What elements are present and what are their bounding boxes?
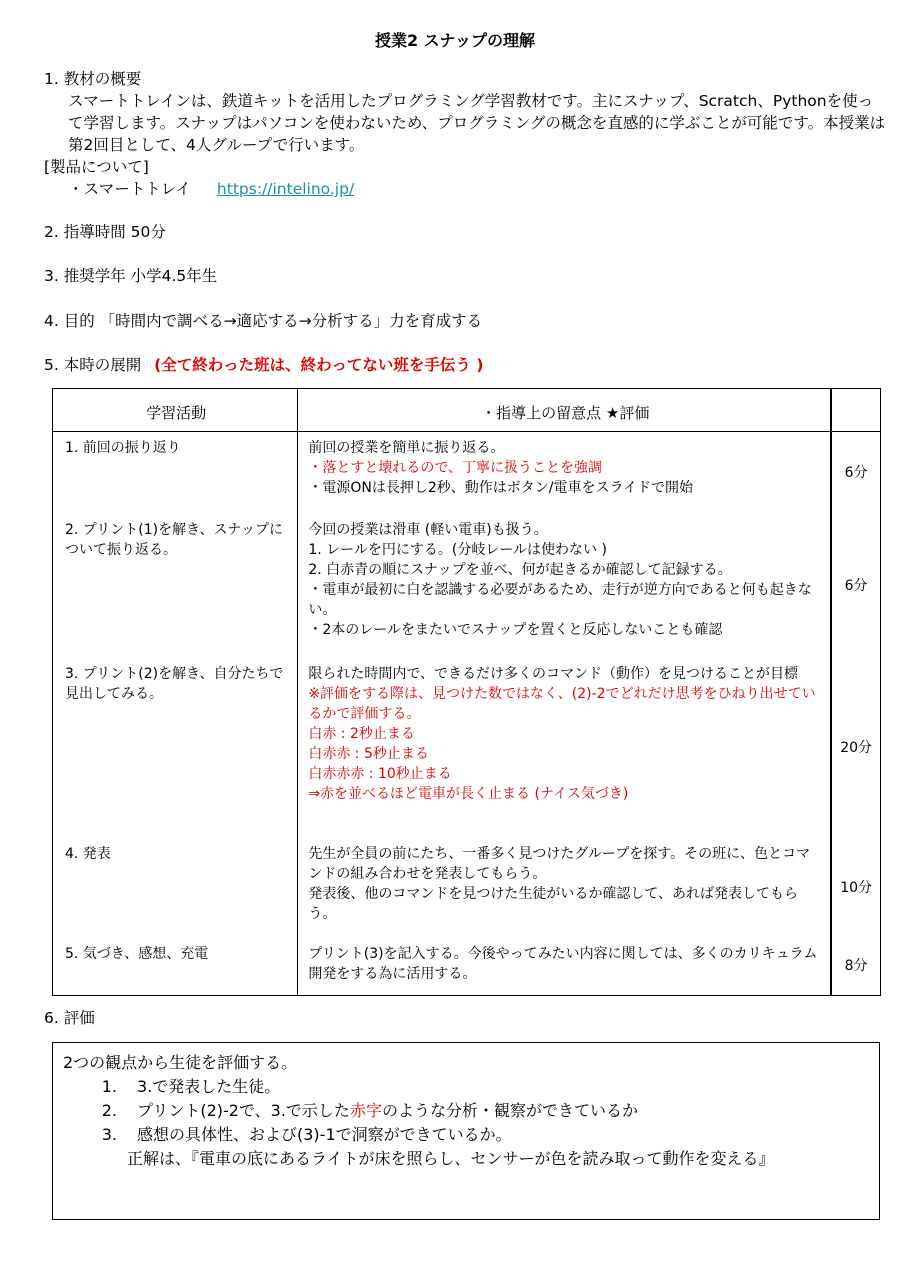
activity-cell: 1. 前回の振り返り: [53, 432, 298, 514]
note-line: 先生が全員の前にたち、一番多く見つけたグループを探す。その班に、色とコマンドの組み合わせを発表してもらう。: [308, 845, 811, 882]
note-line: 白赤赤赤 : 10秒止まる: [308, 765, 452, 782]
notes-cell: [298, 838, 831, 938]
note-line: 1. レールを円にする。(分岐レールは使わない ): [308, 541, 607, 558]
note-line: ・落とすと壊れるので、丁寧に扱うことを強調: [308, 460, 603, 476]
evaluation-item: [63, 1123, 869, 1147]
item-text-part: のような分析・観察ができているか: [381, 1101, 638, 1120]
item-number: 2.: [101, 1101, 117, 1120]
note-line: 発表後、他のコマンドを見つけた生徒がいるか確認して、あれば発表してもらう。: [308, 885, 799, 922]
evaluation-box: [52, 1042, 880, 1220]
notes-cell: [298, 432, 831, 514]
notes-cell: [298, 514, 831, 658]
note-line: プリント(3)を記入する。今後やってみたい内容に関しては、多くのカリキュラム開発をする為に活用する。: [308, 945, 818, 982]
section-5-title: 5. 本時の展開: [44, 356, 142, 374]
note-line: ・電源ONは長押し2秒、動作はボタン/電車をスライドで開始: [308, 480, 694, 496]
time-cell: 20分: [831, 658, 880, 838]
section-2-time: 2. 指導時間 50分: [44, 223, 166, 241]
product-name: ・スマートトレイ: [68, 180, 191, 198]
table-row: [53, 658, 881, 838]
item-number: 1.: [101, 1077, 117, 1096]
section-1-body: スマートトレインは、鉄道キットを活用したプログラミング学習教材です。主にスナップ、Scratch、Pythonを使って学習します。スナップはパソコンを使わないため、プログラミングの概念を直感的に学ぶことが可能です。本授業は第2回目として、4人グループで行います。: [68, 92, 886, 154]
product-line: [68, 178, 354, 200]
section-5-heading: [44, 354, 483, 376]
section-4-purpose: 4. 目的 「時間内で調べる→適応する→分析する」力を育成する: [44, 312, 483, 330]
table-row: [53, 514, 881, 658]
note-line: ・電車が最初に白を認識する必要があるため、走行が逆方向であると何も起きない。: [308, 581, 812, 618]
evaluation-item: [63, 1075, 869, 1099]
section-5-note: (全て終わった班は、終わってない班を手伝う ): [154, 356, 484, 374]
product-heading: [製品について]: [44, 158, 149, 176]
note-line: 限られた時間内で、できるだけ多くのコマンド（動作）を見つけることが目標: [308, 665, 799, 682]
time-cell: 6分: [831, 514, 880, 658]
table-row: [53, 838, 881, 938]
evaluation-intro: 2つの観点から生徒を評価する。: [63, 1053, 298, 1072]
notes-cell: [298, 658, 831, 838]
header-activity: 学習活動: [53, 389, 298, 432]
activity-cell: 5. 気づき、感想、充電: [53, 938, 298, 996]
product-link[interactable]: https://intelino.jp/: [216, 180, 355, 198]
page-title: 授業2 スナップの理解: [374, 31, 536, 50]
note-line: ⇒赤を並べるほど電車が長く止まる (ナイス気づき): [308, 785, 629, 802]
time-cell: 8分: [831, 938, 880, 996]
activity-cell: 4. 発表: [53, 838, 298, 938]
evaluation-item: [63, 1099, 869, 1123]
item-text-part: プリント(2)-2で、3.で示した: [137, 1101, 350, 1120]
section-1-heading: 1. 教材の概要: [44, 70, 142, 88]
note-line: 白赤赤 : 5秒止まる: [308, 745, 429, 762]
table-header-row: [53, 389, 881, 432]
item-text: [137, 1099, 638, 1123]
note-line: ・2本のレールをまたいでスナップを置くと反応しないことも確認: [308, 621, 723, 638]
activity-cell: 3. プリント(2)を解き、自分たちで見出してみる。: [53, 658, 298, 838]
table-row: [53, 432, 881, 514]
section-6-heading: 6. 評価: [44, 1009, 95, 1027]
section-3-grade: 3. 推奨学年 小学4.5年生: [44, 267, 218, 285]
item-number: 3.: [101, 1125, 117, 1144]
note-line: 前回の授業を簡単に振り返る。: [308, 440, 505, 456]
header-time: [831, 389, 880, 432]
table-row: [53, 938, 881, 996]
item-text-red: 赤字: [349, 1101, 382, 1120]
evaluation-answer: 正解は、『電車の底にあるライトが床を照らし、センサーが色を読み取って動作を変える』: [127, 1149, 775, 1168]
note-line: ※評価をする際は、見つけた数ではなく、(2)-2でどれだけ思考をひねり出せているかで評価する。: [308, 685, 816, 722]
header-notes: ・指導上の留意点 ★評価: [298, 389, 831, 432]
time-cell: 10分: [831, 838, 880, 938]
notes-cell: [298, 938, 831, 996]
lesson-plan-table: [52, 388, 881, 996]
note-line: 白赤 : 2秒止まる: [308, 725, 415, 742]
activity-cell: 2. プリント(1)を解き、スナップについて振り返る。: [53, 514, 298, 658]
time-cell: 6分: [831, 432, 880, 514]
item-text: 感想の具体性、および(3)-1で洞察ができているか。: [137, 1125, 512, 1144]
note-line: 2. 白赤青の順にスナップを並べ、何が起きるか確認して記録する。: [308, 561, 732, 578]
note-line: 今回の授業は滑車 (軽い電車)も扱う。: [308, 521, 548, 538]
item-text: 3.で発表した生徒。: [137, 1077, 281, 1096]
